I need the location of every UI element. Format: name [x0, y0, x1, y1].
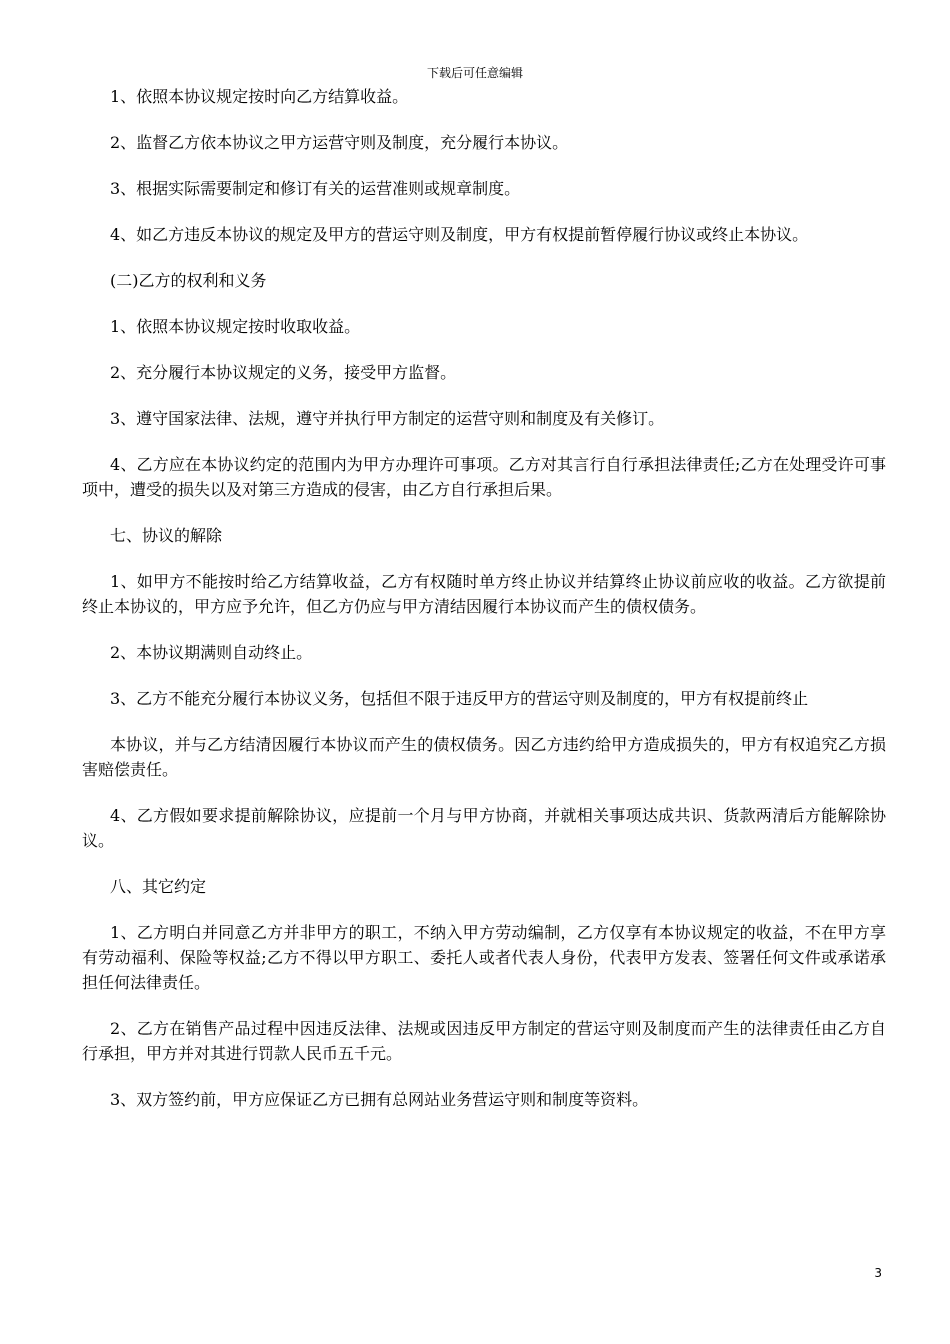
paragraph: 1、依照本协议规定按时收取收益。: [110, 317, 361, 336]
paragraph: 3、遵守国家法律、法规，遵守并执行甲方制定的运营守则和制度及有关修订。: [110, 409, 665, 428]
paragraph: 3、双方签约前，甲方应保证乙方已拥有总网站业务营运守则和制度等资料。: [110, 1090, 649, 1109]
paragraph: 2、充分履行本协议规定的义务，接受甲方监督。: [110, 363, 457, 382]
paragraph: 1、乙方明白并同意乙方并非甲方的职工，不纳入甲方劳动编制，乙方仅享有本协议规定的收益，不在甲方享有劳动福利、保险等权益;乙方不得以甲方职工、委托人或者代表人身份，代表甲方发表、签署任何文件或承诺承担任何法律责任。: [82, 923, 886, 992]
paragraph: 2、监督乙方依本协议之甲方运营守则及制度，充分履行本协议。: [110, 133, 569, 152]
document-body: [82, 84, 886, 1133]
paragraph: 4、乙方假如要求提前解除协议，应提前一个月与甲方协商，并就相关事项达成共识、货款两清后方能解除协议。: [82, 806, 886, 850]
paragraph: 1、如甲方不能按时给乙方结算收益，乙方有权随时单方终止协议并结算终止协议前应收的收益。乙方欲提前终止本协议的，甲方应予允许，但乙方仍应与甲方清结因履行本协议而产生的债权债务。: [82, 572, 886, 616]
paragraph: 4、乙方应在本协议约定的范围内为甲方办理许可事项。乙方对其言行自行承担法律责任;乙方在处理受许可事项中，遭受的损失以及对第三方造成的侵害，由乙方自行承担后果。: [82, 455, 886, 499]
header-note: 下载后可任意编辑: [426, 66, 523, 80]
paragraph: 4、如乙方违反本协议的规定及甲方的营运守则及制度，甲方有权提前暂停履行协议或终止本协议。: [110, 225, 809, 244]
paragraph: 本协议，并与乙方结清因履行本协议而产生的债权债务。因乙方违约给甲方造成损失的，甲方有权追究乙方损害赔偿责任。: [82, 735, 886, 779]
section-heading: (二)乙方的权利和义务: [110, 271, 267, 290]
paragraph: 2、乙方在销售产品过程中因违反法律、法规或因违反甲方制定的营运守则及制度而产生的法律责任由乙方自行承担，甲方并对其进行罚款人民币五千元。: [82, 1019, 886, 1063]
paragraph: 3、乙方不能充分履行本协议义务，包括但不限于违反甲方的营运守则及制度的，甲方有权提前终止: [110, 689, 809, 708]
paragraph: 2、本协议期满则自动终止。: [110, 643, 313, 662]
section-heading: 八、其它约定: [110, 877, 207, 896]
section-heading: 七、协议的解除: [110, 526, 223, 545]
paragraph: 3、根据实际需要制定和修订有关的运营准则或规章制度。: [110, 179, 521, 198]
page-number: 3: [874, 1266, 882, 1280]
paragraph: 1、依照本协议规定按时向乙方结算收益。: [110, 87, 409, 106]
